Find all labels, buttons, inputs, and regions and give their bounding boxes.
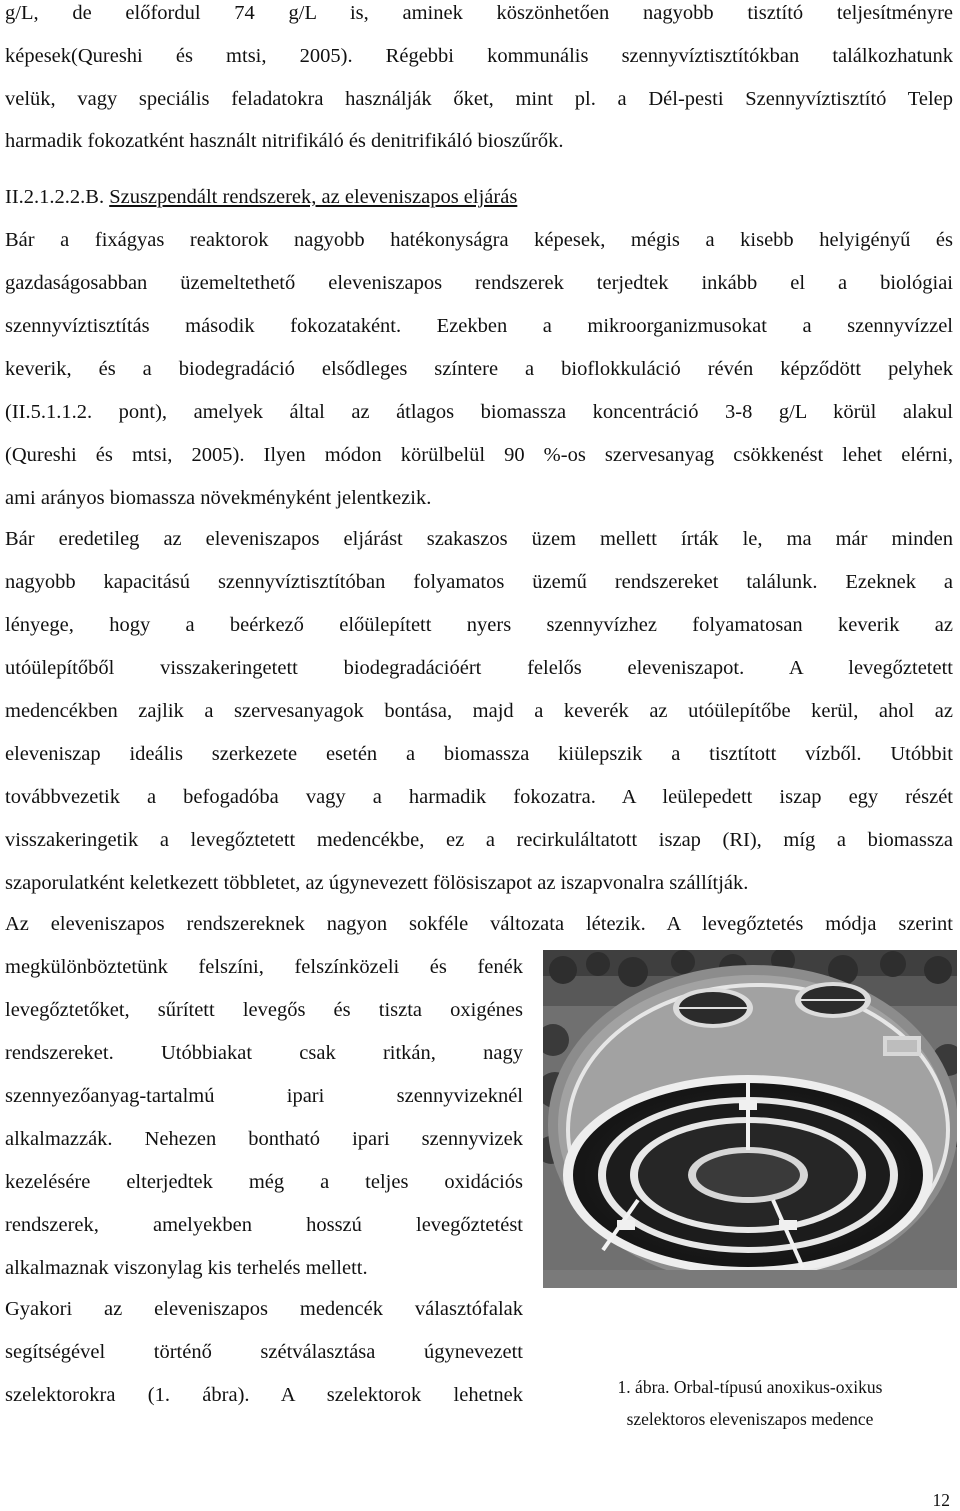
paragraph-line: képesek(Qureshi és mtsi, 2005). Régebbi kommunális szennyvíztisztítókban találkozhatunk xyxy=(5,45,953,67)
paragraph-line: Az eleveniszapos rendszereknek nagyon sokféle változata létezik. A levegőztetés módja szerint xyxy=(5,913,953,935)
paragraph-line: megkülönböztetünk felszíni, felszínközeli és fenék xyxy=(5,956,523,978)
paragraph-line: gazdaságosabban üzemeltethető eleveniszapos rendszerek terjedtek inkább el a biológiai xyxy=(5,272,953,294)
paragraph-line: alkalmazzák. Nehezen bontható ipari szennyvizek xyxy=(5,1128,523,1150)
paragraph-line: g/L, de előfordul 74 g/L is, aminek köszönhetően nagyobb tisztító teljesítményre xyxy=(5,2,953,24)
paragraph-line: Bár a fixágyas reaktorok nagyobb hatékonyságra képesek, mégis a kisebb helyigényű és xyxy=(5,229,953,251)
paragraph-line: velük, vagy speciális feladatokra használják őket, mint pl. a Dél-pesti Szennyvíztisztító Telep xyxy=(5,88,953,110)
paragraph-line: alkalmaznak viszonylag kis terhelés mellett. xyxy=(5,1257,368,1279)
section-title: Szuszpendált rendszerek, az eleveniszapos eljárás xyxy=(109,186,518,208)
paragraph-line: levegőztetőket, sűrített levegős és tiszta oxigénes xyxy=(5,999,523,1021)
paragraph-line: rendszerek, amelyekben hosszú levegőztetést xyxy=(5,1214,523,1236)
paragraph-line: harmadik fokozatként használt nitrifikáló és denitrifikáló bioszűrők. xyxy=(5,130,564,152)
paragraph-line: ami arányos biomassza növekményként jelentkezik. xyxy=(5,487,432,509)
paragraph-line: visszakeringetik a levegőztetett medencékbe, ez a recirkuláltatott iszap (RI), míg a biomassza xyxy=(5,829,953,851)
section-number: II.2.1.2.2.B. xyxy=(5,186,105,208)
paragraph-line: nagyobb kapacitású szennyvíztisztítóban folyamatos üzemű rendszereket találunk. Ezeknek a xyxy=(5,571,953,593)
paragraph-line: eleveniszap ideális szerkezete esetén a biomassza kiülepszik a tisztított vízből. Utóbbit xyxy=(5,743,953,765)
paragraph-line: keverik, és a biodegradáció elsődleges színtere a bioflokkuláció révén képződött pelyhek xyxy=(5,358,953,380)
figure-photo xyxy=(543,950,957,1288)
paragraph-line: Gyakori az eleveniszapos medencék választófalak xyxy=(5,1298,523,1320)
paragraph-line: utóülepítőből visszakeringetett biodegradációért felelős eleveniszapot. A levegőztetett xyxy=(5,657,953,679)
paragraph-line: kezelésére elterjedtek még a teljes oxidációs xyxy=(5,1171,523,1193)
paragraph-line: szennyvíztisztítás második fokozataként. Ezekben a mikroorganizmusokat a szennyvízzel xyxy=(5,315,953,337)
paragraph-line: medencékben zajlik a szervesanyagok bontása, majd a keverék az utóülepítőbe kerül, ahol az xyxy=(5,700,953,722)
page-number: 12 xyxy=(932,1490,950,1510)
paragraph-line: lényege, hogy a beérkező előülepített nyers szennyvízhez folyamatosan keverik az xyxy=(5,614,953,636)
paragraph-line: (Qureshi és mtsi, 2005). Ilyen módon körülbelül 90 %-os szervesanyag csökkenést lehet elérni, xyxy=(5,444,953,466)
paragraph-line: továbbvezetik a befogadóba vagy a harmadik fokozatra. A leülepedett iszap egy részét xyxy=(5,786,953,808)
paragraph-line: rendszereket. Utóbbiakat csak ritkán, nagy xyxy=(5,1042,523,1064)
figure-caption-line-2: szelektoros eleveniszapos medence xyxy=(626,1409,874,1429)
section-heading xyxy=(5,184,517,210)
paragraph-line: segítségével történő szétválasztása úgynevezett xyxy=(5,1341,523,1363)
paragraph-line: (II.5.1.1.2. pont), amelyek által az átlagos biomassza koncentráció 3-8 g/L körül alakul xyxy=(5,401,953,423)
figure-caption-line-1: 1. ábra. Orbal-típusú anoxikus-oxikus xyxy=(617,1377,883,1397)
paragraph-line: szelektorokra (1. ábra). A szelektorok lehetnek xyxy=(5,1384,523,1406)
paragraph-line: szennyezőanyag-tartalmú ipari szennyvizeknél xyxy=(5,1085,523,1107)
paragraph-line: szaporulatként keletkezett többletet, az úgynevezett fölösiszapot az iszapvonalra szállítják. xyxy=(5,872,749,894)
paragraph-line: Bár eredetileg az eleveniszapos eljárást szakaszos üzem mellett írták le, ma már minden xyxy=(5,528,953,550)
